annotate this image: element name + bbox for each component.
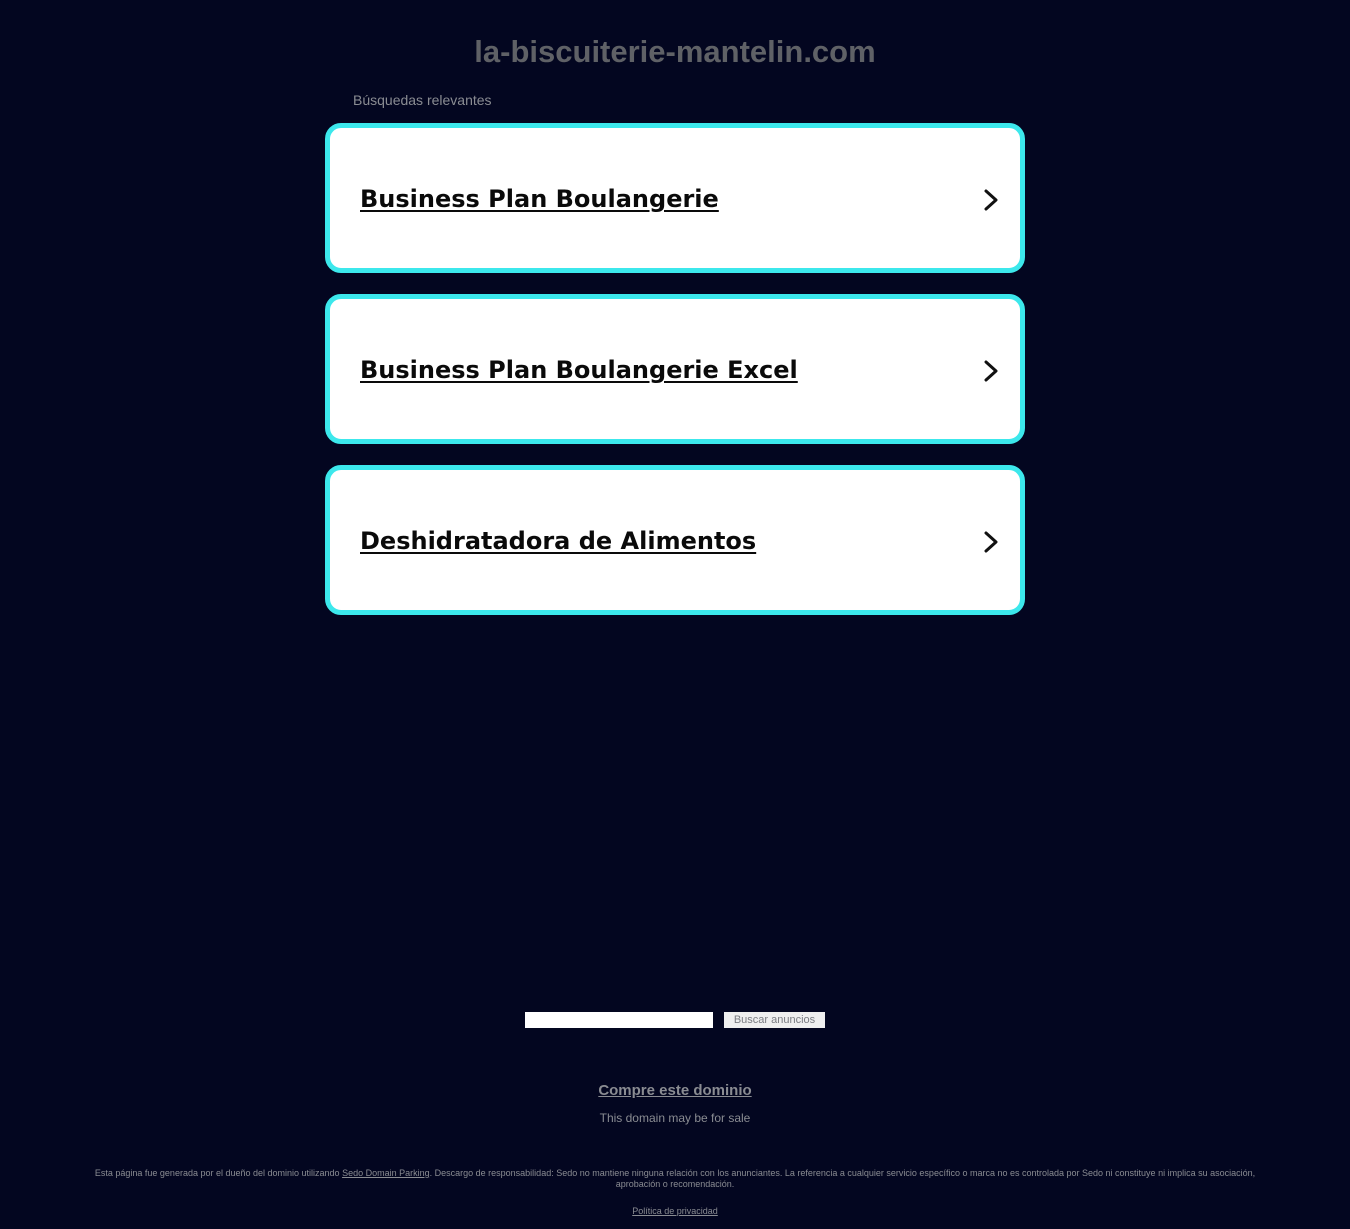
search-input[interactable] (525, 1012, 713, 1028)
chevron-right-icon (980, 188, 1002, 212)
buy-domain-section (0, 1082, 1350, 1100)
result-link[interactable]: Deshidratadora de Alimentos (360, 527, 757, 555)
domain-title: la-biscuiterie-mantelin.com (474, 34, 876, 69)
related-results-list (325, 123, 1025, 636)
result-card-deshidratadora-de-alimentos[interactable] (325, 465, 1025, 615)
ad-search-form (525, 1012, 825, 1028)
search-ads-button[interactable]: Buscar anuncios (724, 1012, 825, 1028)
related-searches-label: Búsquedas relevantes (353, 92, 492, 108)
result-link[interactable]: Business Plan Boulangerie Excel (360, 356, 798, 384)
buy-domain-link[interactable]: Compre este dominio (598, 1082, 752, 1099)
privacy-section (0, 1206, 1350, 1217)
result-card-business-plan-boulangerie-excel[interactable] (325, 294, 1025, 444)
disclaimer-prefix: Esta página fue generada por el dueño del dominio utilizando (94, 1168, 343, 1178)
privacy-policy-link[interactable]: Política de privacidad (632, 1206, 718, 1216)
for-sale-text: This domain may be for sale (599, 1111, 751, 1125)
disclaimer-suffix: . Descargo de responsabilidad: Sedo no mantiene ninguna relación con los anunciantes. La referencia a cualquier servicio específico o marca no es controlada por Sedo ni constituye ni implica su asociación, aprobación o recomendación. (429, 1168, 1256, 1189)
disclaimer (75, 1168, 1275, 1190)
sedo-parking-link[interactable]: Sedo Domain Parking (342, 1168, 430, 1178)
result-link[interactable]: Business Plan Boulangerie (360, 185, 719, 213)
result-card-business-plan-boulangerie[interactable] (325, 123, 1025, 273)
chevron-right-icon (980, 530, 1002, 554)
chevron-right-icon (980, 359, 1002, 383)
